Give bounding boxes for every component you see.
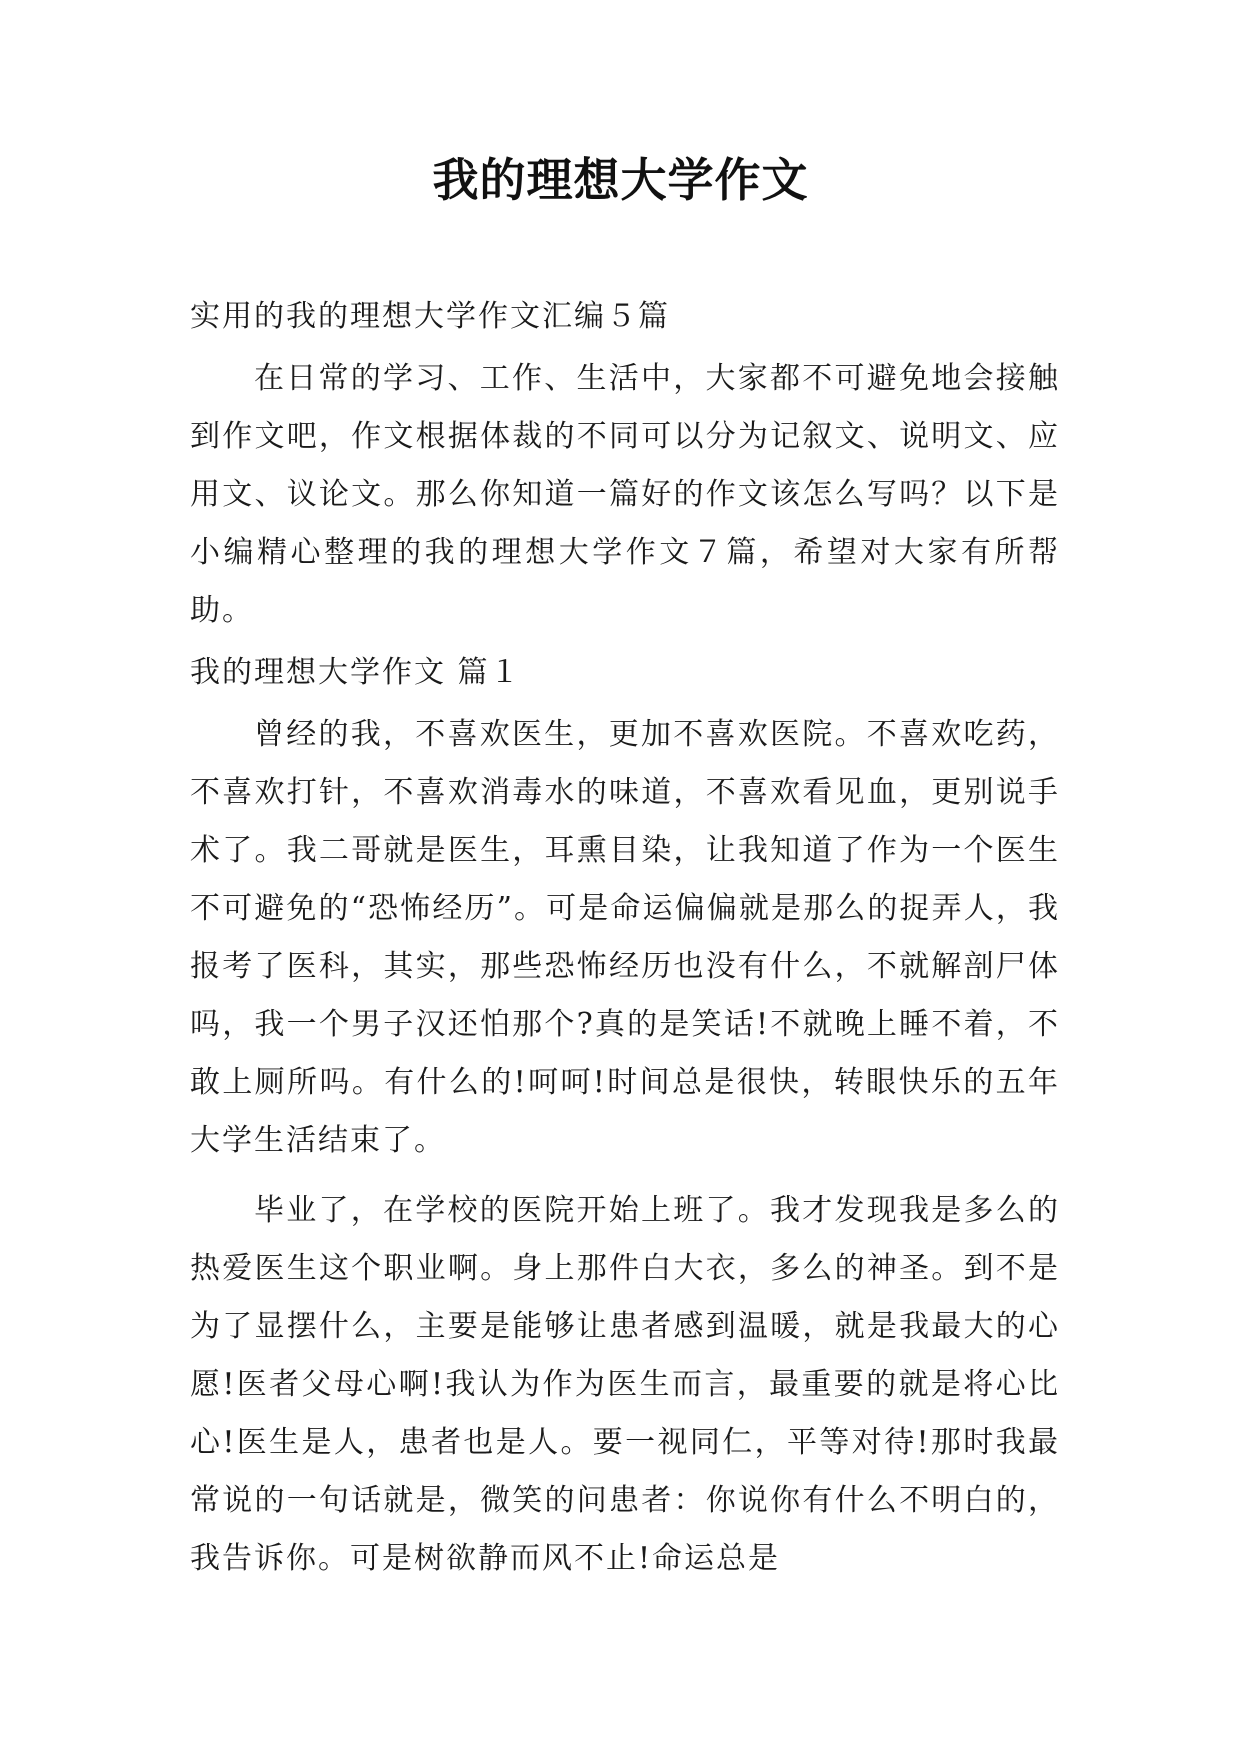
intro-paragraph: 在日常的学习、工作、生活中，大家都不可避免地会接触到作文吧，作文根据体裁的不同可以分为记叙文、说明文、应用文、议论文。那么你知道一篇好的作文该怎么写吗？以下是小编精心整理的我的理想大学作文７篇，希望对大家有所帮助。 bbox=[190, 361, 1060, 628]
section-paragraph-2: 毕业了，在学校的医院开始上班了。我才发现我是多么的热爱医生这个职业啊。身上那件白大衣，多么的神圣。到不是为了显摆什么，主要是能够让患者感到温暖，就是我最大的心愿!医者父母心啊!我认为作为医生而言，最重要的就是将心比心!医生是人，患者也是人。要一视同仁，平等对待!那时我最常说的一句话就是，微笑的问患者：你说你有什么不明白的，我告诉你。可是树欲静而风不止!命运总是 bbox=[190, 1193, 1060, 1576]
section-paragraph-1: 曾经的我，不喜欢医生，更加不喜欢医院。不喜欢吃药，不喜欢打针，不喜欢消毒水的味道，不喜欢看见血，更别说手术了。我二哥就是医生，耳熏目染，让我知道了作为一个医生不可避免的“恐怖经历”。可是命运偏偏就是那么的捉弄人，我报考了医科，其实，那些恐怖经历也没有什么，不就解剖尸体吗，我一个男子汉还怕那个?真的是笑话!不就晚上睡不着，不敢上厕所吗。有什么的!呵呵!时间总是很快，转眼快乐的五年大学生活结束了。 bbox=[190, 717, 1060, 1158]
document-body bbox=[190, 288, 1060, 1588]
section-heading: 我的理想大学作文 篇１ bbox=[190, 655, 522, 690]
document-subtitle: 实用的我的理想大学作文汇编５篇 bbox=[190, 299, 670, 334]
document-title: 我的理想大学作文 bbox=[432, 153, 809, 207]
